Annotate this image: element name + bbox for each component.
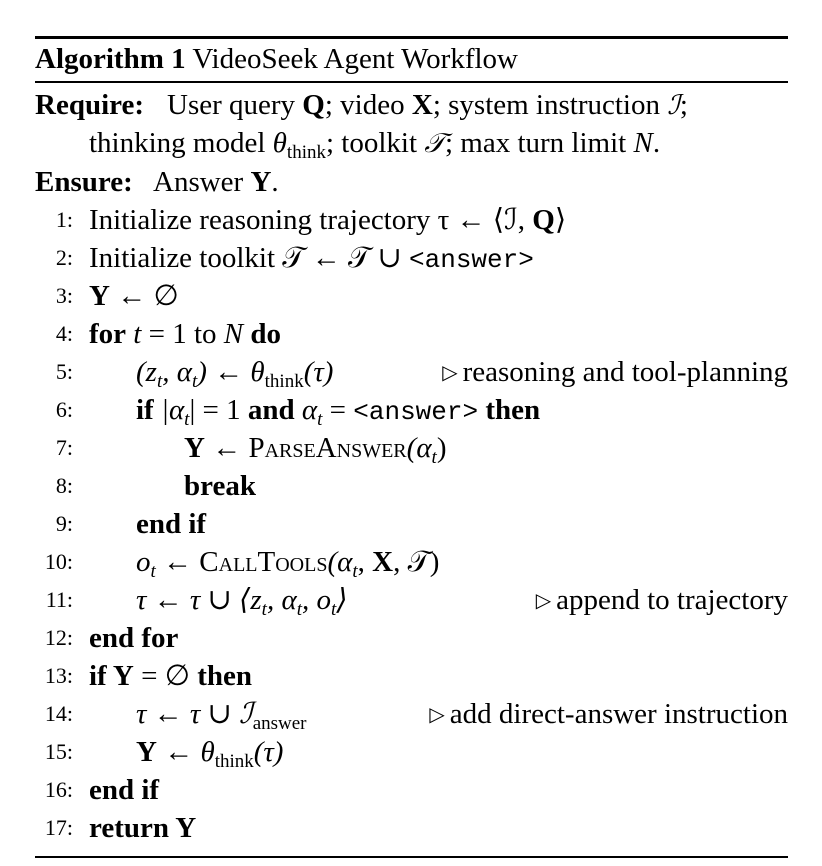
step-10 (35, 543, 788, 581)
step-2 (35, 239, 788, 277)
comment-triangle-icon: ▷ (535, 590, 552, 612)
ensure-text: Answer Y. (153, 166, 279, 198)
line-number: 8: (55, 473, 73, 498)
step-5 (35, 353, 788, 391)
caption-rule (35, 81, 788, 83)
step-12 (35, 619, 788, 657)
algorithm-title: VideoSeek Agent Workflow (192, 43, 518, 75)
step-code: Y ← ∅ (89, 280, 179, 312)
step-code: if Y = ∅ then (89, 660, 253, 692)
step-14 (35, 695, 788, 733)
step-comment: ▷ add direct-answer instruction (429, 698, 788, 730)
require-text-2: thinking model $\theta_{think}$; toolkit 𝒯; max turn limit N. (89, 127, 661, 163)
step-code: Initialize reasoning trajectory τ ← ⟨ℐ, Q⟩ (89, 204, 567, 236)
top-rule (35, 36, 788, 39)
step-code: break (184, 470, 256, 502)
step-16 (35, 771, 788, 809)
line-number: 16: (44, 777, 73, 802)
line-number: 2: (55, 245, 73, 270)
require-line-1 (35, 86, 788, 124)
step-code: return Y (89, 812, 197, 844)
line-number: 10: (44, 549, 73, 574)
line-number: 14: (44, 701, 73, 726)
ensure-label: Ensure: (35, 166, 133, 198)
step-code: τ ← τ ∪ ℐ$_{answer}$ (136, 698, 307, 734)
step-15 (35, 733, 788, 771)
step-7 (35, 429, 788, 467)
step-comment: ▷ reasoning and tool-planning (442, 356, 788, 388)
line-number: 17: (44, 815, 73, 840)
step-4 (35, 315, 788, 353)
step-comment: ▷ append to trajectory (535, 584, 788, 616)
line-number: 9: (55, 511, 73, 536)
step-code: for t = 1 to N do (89, 318, 281, 350)
step-6 (35, 391, 788, 429)
line-number: 1: (55, 207, 73, 232)
line-number: 13: (44, 663, 73, 688)
step-code: end if (136, 508, 207, 540)
require-label: Require: (35, 89, 145, 121)
line-number: 7: (55, 435, 73, 460)
step-8 (35, 467, 788, 505)
comment-triangle-icon: ▷ (442, 362, 458, 384)
line-number: 12: (44, 625, 73, 650)
step-3 (35, 277, 788, 315)
line-number: 5: (55, 359, 73, 384)
require-line-2 (35, 124, 788, 162)
step-9 (35, 505, 788, 543)
step-13 (35, 657, 788, 695)
algorithm-label: Algorithm 1 (35, 43, 186, 75)
step-code: end if (89, 774, 160, 806)
ensure-line (35, 163, 788, 201)
step-code: Initialize toolkit 𝒯 ← 𝒯 ∪ <answer> (89, 242, 534, 275)
step-code: ($z_t$, $\alpha_t$) ← $\theta_{think}(\tau)$ (136, 356, 334, 392)
line-number: 3: (55, 283, 73, 308)
line-number: 6: (55, 397, 73, 422)
line-number: 15: (44, 739, 73, 764)
line-number: 11: (45, 587, 73, 612)
step-code: end for (89, 622, 179, 654)
step-code: if $|\alpha_t| = 1$ and $\alpha_t$ = <answer> then (136, 394, 541, 430)
algorithm-caption (35, 40, 518, 78)
step-code: $o_t$ ← $CallTools(\alpha_t$, X, 𝒯) (136, 546, 440, 582)
bottom-rule (35, 856, 788, 858)
step-11 (35, 581, 788, 619)
step-1 (35, 201, 788, 239)
step-17 (35, 809, 788, 847)
step-code: Y ← $ParseAnswer(\alpha_t)$ (184, 432, 447, 468)
line-number: 4: (55, 321, 73, 346)
step-code: τ ← τ ∪ $⟨z_t$, $\alpha_t$, $o_t⟩$ (136, 584, 348, 620)
require-text-1: User query Q; video X; system instruction ℐ; (167, 89, 688, 121)
step-code: Y ← $\theta_{think}(\tau)$ (136, 736, 284, 772)
comment-triangle-icon: ▷ (429, 704, 445, 726)
